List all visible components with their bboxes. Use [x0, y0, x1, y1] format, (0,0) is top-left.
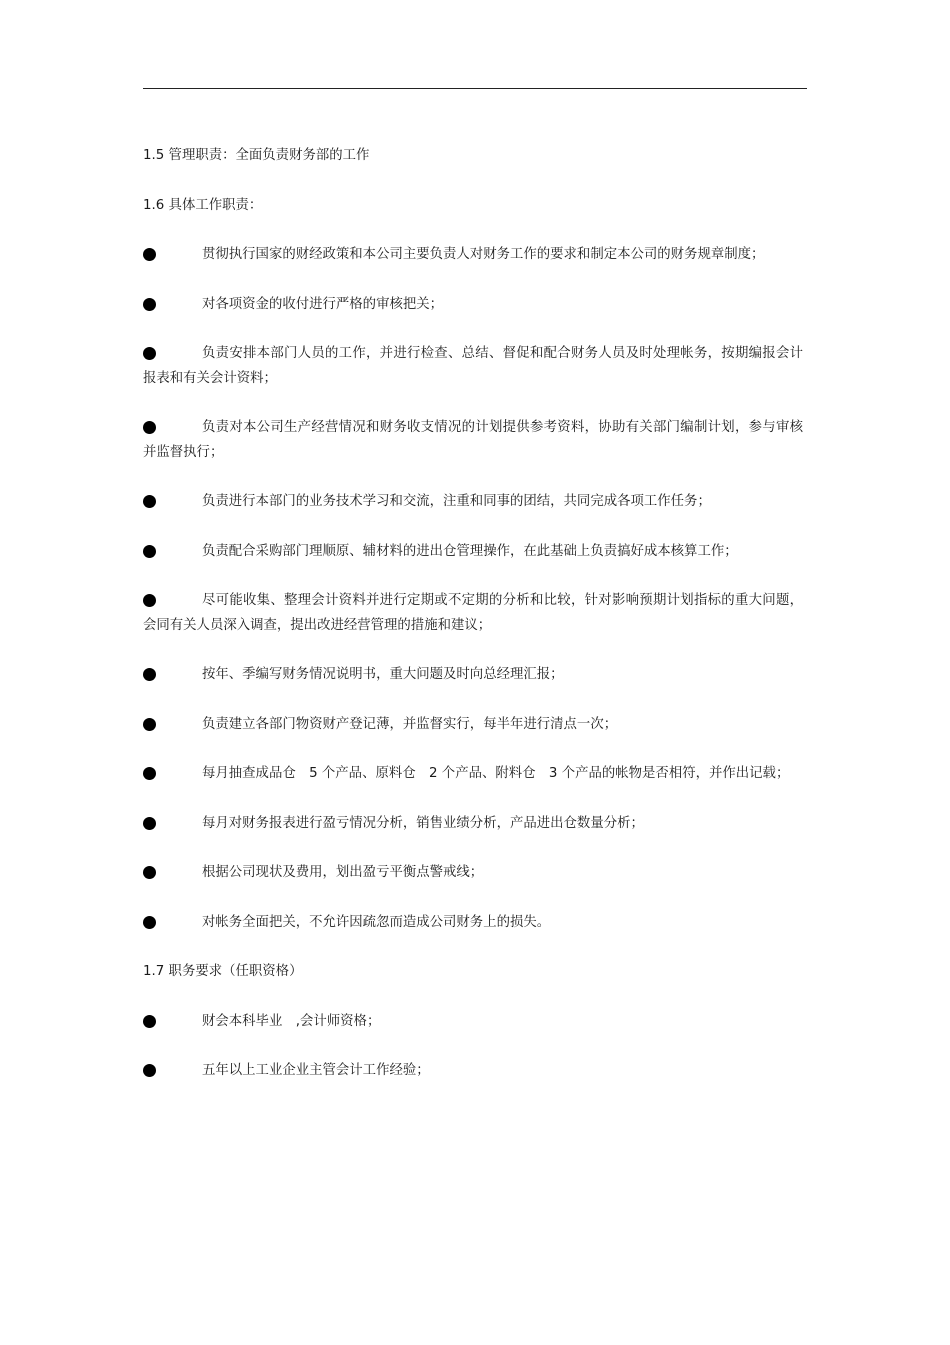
duty-text: 负责对本公司生产经营情况和财务收支情况的计划提供参考资料，协助有关部门编制计划，参与审核并监督执行； [143, 420, 803, 460]
duty-item [143, 663, 803, 688]
duty-item [143, 812, 803, 837]
bullet-icon [143, 248, 156, 261]
duty-text: 对各项资金的收付进行严格的审核把关； [202, 296, 444, 312]
duty-item [143, 713, 803, 738]
duty-text: 根据公司现状及费用，划出盈亏平衡点警戒线； [202, 865, 484, 880]
duty-item [143, 243, 803, 268]
header-rule [143, 88, 807, 89]
duty-item [143, 342, 803, 391]
section-heading-1-6: 1.6 具体工作职责： [143, 197, 263, 213]
duty-item [143, 293, 803, 318]
duty-item [143, 861, 803, 886]
page-content [143, 144, 803, 1109]
duty-text: 负责配合采购部门理顺原、辅材料的进出仓管理操作，在此基础上负责搞好成本核算工作； [202, 543, 738, 559]
duty-text: 负责安排本部门人员的工作，并进行检查、总结、督促和配合财务人员及时处理帐务，按期编报会计报表和有关会计资料； [143, 346, 803, 386]
bullet-icon [143, 545, 156, 558]
duty-text: 每月对财务报表进行盈亏情况分析，销售业绩分析，产品进出仓数量分析； [202, 815, 644, 831]
requirement-item [143, 1059, 803, 1084]
duty-item [143, 490, 803, 515]
duty-text: 按年、季编写财务情况说明书，重大问题及时向总经理汇报； [202, 667, 564, 682]
duty-item [143, 762, 803, 787]
duty-text: 贯彻执行国家的财经政策和本公司主要负责人对财务工作的要求和制定本公司的财务规章制度； [202, 247, 765, 262]
bullet-icon [143, 817, 156, 830]
duty-text: 负责进行本部门的业务技术学习和交流，注重和同事的团结，共同完成各项工作任务； [202, 494, 711, 509]
bullet-icon [143, 668, 156, 681]
bullet-icon [143, 1064, 156, 1077]
bullet-icon [143, 718, 156, 731]
requirement-item [143, 1010, 803, 1035]
bullet-icon [143, 866, 156, 879]
duty-text: 对帐务全面把关，不允许因疏忽而造成公司财务上的损失。 [202, 914, 551, 930]
bullet-icon [143, 916, 156, 929]
duty-text: 负责建立各部门物资财产登记薄，并监督实行，每半年进行清点一次； [202, 716, 618, 732]
duty-item [143, 540, 803, 565]
bullet-icon [143, 594, 156, 607]
duty-item [143, 416, 803, 465]
section-heading-1-7: 1.7 职务要求（任职资格） [143, 964, 303, 979]
section-heading-1-5: 1.5 管理职责：全面负责财务部的工作 [143, 148, 370, 163]
bullet-icon [143, 495, 156, 508]
bullet-icon [143, 421, 156, 434]
bullet-icon [143, 767, 156, 780]
bullet-icon [143, 1015, 156, 1028]
requirement-text: 财会本科毕业 ,会计师资格； [202, 1013, 381, 1029]
duty-item [143, 911, 803, 936]
bullet-icon [143, 347, 156, 360]
duty-text: 尽可能收集、整理会计资料并进行定期或不定期的分析和比较，针对影响预期计划指标的重大问题，会同有关人员深入调查，提出改进经营管理的措施和建议； [143, 593, 803, 633]
duty-item [143, 589, 803, 638]
requirement-text: 五年以上工业企业主管会计工作经验； [202, 1063, 430, 1078]
bullet-icon [143, 298, 156, 311]
duty-text: 每月抽查成品仓 5 个产品、原料仓 2 个产品、附料仓 3 个产品的帐物是否相符，并作出记载； [202, 766, 790, 781]
